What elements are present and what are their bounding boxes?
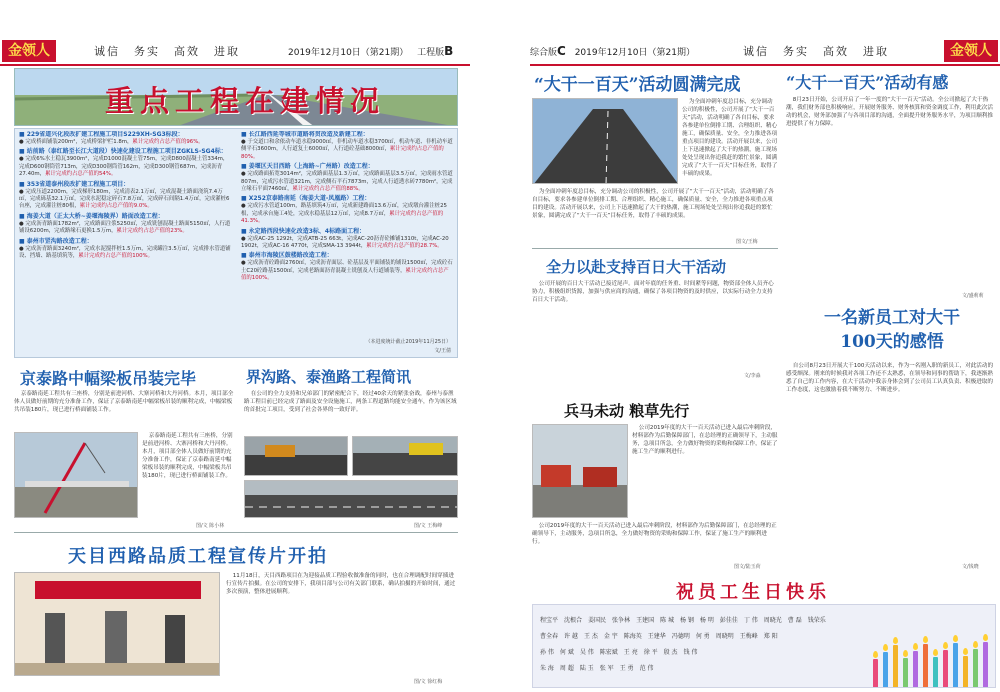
birthday-name: 周晓明 [715,633,734,640]
candle-icon [973,649,978,688]
left-page [0,0,470,692]
candle-icon [873,659,878,688]
banner [14,68,458,126]
candle-icon [903,658,908,688]
birthday-name: 钱 伟 [683,649,698,656]
masthead-date-issue: 综合版C 2019年12月10日（第21期） [530,44,695,58]
flame-icon [913,643,918,650]
birthday-name: 吴 伟 [579,649,594,656]
flame-icon [963,648,968,655]
birthday-name: 周 超 [559,665,574,672]
flame-icon [923,636,928,643]
candles-graphic [869,605,995,688]
birthday-name: 彭佳佳 [719,617,738,624]
article-credit: 文/李淼 [744,373,761,379]
birthday-name: 王 勇 [619,665,634,672]
project-item: ■ 353省道泰州段改扩建工程施工项目： ● 完成压道2200m，完成梯形180m，完成清表2.1万㎡，完成混凝土路面浇筑7.4万㎡，完成砾基32.1万㎡，完成水泥稳定碎石7.8万㎡，完成碎石间隔1.4万㎡，完成灌桩6台座，完成灌注桩80根，累计完成约占总产值的9.0%。 [19,180,230,210]
article-body: 公司2019年度的大干一百天活动已进入最后冲刺阶段，材料部作为后勤保障部门，在总经理的正确领导下，主动服务，急项目所急，全力做好物资的采购和保障工作，保证了施工生产的顺利进行。 [632,425,778,455]
project-item: ■ 长江路西延等城市道路将贯改造及新建工程： ● 于交道口和余依动车道水稳9000㎡，非机动车道水稳3700㎡，机动车道、非机动车道侧平石3600m，人行道复土6000㎡，人行道砼基础8000㎡，累计完成约占总产值的80%。 [241,131,453,160]
birthday-name: 钱荣乐 [807,617,826,624]
birthday-name: 范 伟 [639,665,654,672]
birthday-name: 程宝平 [540,617,559,624]
birthday-name: 许 越 [564,633,578,640]
article-credit: 图/文 徐红梅 [414,679,443,685]
article-body: 为全面冲刺年度总目标，充分调动公司的积极性，公司开展了“大干一百天”活动，活动明确了各自目标，要求各参建单位倒排工期、合理组织、精心施工，确保质量、安全，全力推进各项重点项目的建设。活动开展以来，公司上下迅速掀起了大干的热潮，施工现场处处呈现出你追我赶的繁忙景象，圆满完成了“大干一百天”目标任务，取得了丰硕的成果。 [682,99,778,177]
masthead-slogan: 诚信 务实 高效 进取 [94,45,240,58]
banner-title: 重点工程在建情况 [105,84,386,118]
birthday-name: 金 宇 [603,633,618,640]
candle-icon [953,643,958,688]
article-body: 8月23日开始，公司开启了一年一度的“大干一百天”活动。全公司掀起了大干热潮，我们财务部也积极响应，开展财务服务、财务核算和资金调度工作，利用此次活动的机会，财务部加强了与各项目部的沟通，全面提升财务服务水平，为项目顺利推进提供了有力保障。 [786,97,993,127]
masthead-logo: 金领人 [2,40,56,62]
article-title: 京泰路中幅梁板吊装完毕 [20,369,197,388]
flame-icon [903,650,908,657]
birthday-name: 何 勇 [695,633,710,640]
name-row-2 [537,627,867,643]
name-row-4 [537,659,867,675]
section-divider [532,248,778,249]
article-body: 在公司的全力支持和兄弟部门的紧密配合下，经过40余天的紧张奋战，泰州与泰渔路工程目前已经完成了路面及安全设施施工，两条工程道路均能安全通车，作为该区域的首批完工项目，受到了社会各界的一致好评。 [244,391,457,413]
candle-icon [963,656,968,688]
birthday-name: 王梅峰 [739,633,758,640]
page-gutter [470,0,530,692]
birthday-name: 张 军 [599,665,614,672]
right-masthead [530,38,1000,64]
stats-note: （本进度统计截止2019年11月25日） [365,339,451,345]
project-item: ■ 泰州市罡沟路改造工程： ● 完成沥青路面3240m²，完成水泥搅拌桩1.5万m，完成罐注3.5万㎡，完成排水管道铺设、挡墙、路基填筑等，累计完成约占总产值的100%。 [19,237,231,260]
project-item: ■ 泰州市海陵区鼓楼路改造工程： ● 完成沥青砼路面2760㎡，完成沥青面层、砼基层及平面铺装的铺设1500㎡，完成砼石土C20砼路基1500㎡，完成老路面沥青混凝土铣刨及人行道铺装等，累计完成约占总产值的100%。 [241,252,453,282]
project-item: ■ 姜堰区天目西路（上海路~广州路）改造工程： ● 完成路面拓宽3014m²，完成路面基层1.3万㎡，完成路面基层3.5万㎡，完成雨水管道807m，完成污水管道321m，完成侧石平石7873m，完成人行道透水砖7780m²，完成立缘石平面7460㎡，累计完成约占总产值的88%。 [241,163,453,193]
candle-icon [983,642,988,688]
article-credit: 文/钱晓 [962,564,979,570]
projects-col-2 [241,131,453,341]
article-credit: 文/盛莉莉 [962,293,984,299]
flame-icon [983,634,988,641]
birthday-name: 殷 杰 [663,649,678,656]
birthday-name: 陈 城 [660,617,674,624]
candle-icon [913,651,918,688]
article-body: 11月18日，天目西路项目在为迎接品质工程验收做准备的同时，也在合理调配时间穿插进行宣传片拍摄。在公司的安排下，我项目部与公司有关部门联系，确认拍摄的开始时间，通过多次预演，整体进展顺利。 [226,573,456,595]
birthday-name: 张争林 [612,617,631,624]
birthday-name: 陈海英 [623,633,642,640]
flame-icon [943,642,948,649]
birthday-panel [532,604,996,688]
project-item: ■ 229省道兴化段改扩建工程施工项目S229XH-SG3标段： ● 完成桥面铺装200m²，完成桥梁护栏1.8m，累计完成约占总产值的96%。 [19,131,204,145]
left-masthead [0,38,470,64]
projects-col-1 [19,131,231,353]
article-credit: 图/文 王梅峰 [414,523,443,529]
article-body-cont: 为全面冲刺年度总目标，充分调动公司的积极性，公司开展了“大干一百天”活动，活动明确了各自目标，要求各参建单位倒排工期、合理组织、精心施工，确保质量、安全，全力推进各项重点项目的建设。活动开展以来，公司上下迅速掀起了大干的热潮，施工现场处处呈现出你追我赶的繁忙景象，圆满完成了“大干一百天”目标任务，取得了丰硕的成果。 [532,189,774,219]
article-title: “大干一百天”活动有感 [786,73,949,92]
name-row-3 [537,643,867,659]
project-item: ■ X252京泰路南延（海姜大道-凤凰路）工程： ● 完成污水管道100m，路基填筑4万㎡，完成新建路面13.6万㎡，完成墩台灌注桩25根，完成承台施工4处，完成水稳基层12万㎡，完成8.7万㎡，累计完成约占总产值的41.3%。 [241,195,447,225]
road-photo [532,98,678,184]
flame-icon [883,644,888,651]
birthday-name: 曹 磊 [787,617,802,624]
masthead-logo: 金领人 [944,40,998,62]
birthday-name: 王建国 [636,617,655,624]
birthday-name: 沈根合 [564,617,583,624]
birthday-name: 孙 伟 [540,649,554,656]
section-divider [14,532,458,533]
flame-icon [873,651,878,658]
flame-icon [973,641,978,648]
masthead-slogan: 诚信 务实 高效 进取 [742,45,889,58]
birthday-name: 陆 玉 [579,665,594,672]
flame-icon [933,649,938,656]
article-credit: 图/文 陈小林 [196,523,225,529]
candle-icon [883,652,888,688]
project-item: ■ 永定路西段快速化改造3标、4标路面工程： ● 完成AC-25 1292t，完成ATB-25 663t，完成AC-20沥青砼摊铺1310t，完成AC-20 1902t，完成AC-16 4770t，完成SMA-13 3944t，累计完成约占总产值的28.7%。 [241,227,449,250]
candle-icon [943,650,948,688]
trucks-photo [532,424,628,518]
birthday-name: 王 亮 [623,649,638,656]
masthead-date-issue: 2019年12月10日（第21期） 工程版B [288,44,454,58]
article-body: 自公司8月23日开展大干100天活动以来，作为一名刚入职的新员工，对此活动的感受颇深。刚来的时候我对各项工作还不太熟悉，在领导和同事的帮助下，我逐渐熟悉了自己的工作内容，在大干活动中我亲身体会到了公司员工认真负责、积极进取的工作态度，这也激励着我不断努力、不断进步。 [786,363,994,393]
birthday-names [537,611,867,675]
birthday-name: 曹全春 [540,633,559,640]
filming-photo [14,572,220,676]
birthday-title: 祝员工生日快乐 [676,582,830,603]
stats-credit: 文/王倩 [434,348,451,354]
article-title-line-2: 100天的感悟 [840,332,944,352]
article-body-side: 京泰路南延工程共有三座桥，分别是前进河桥、大寨河桥和大丹河桥。本月，项目部全体人员做好前期的充分准备工作，保证了京泰路南延中幅梁板吊装的顺利完成，中幅梁板共吊装180片，现已进行桥面铺装工作。 [142,433,233,479]
project-item: ■ 海姜大道（正太大桥~姜堰海陵界）路面改造工程： ● 完成沥青路面1782m²，完成路面注浆5250㎡，完成铣刨混凝土路面5150㎡，人行道铺设6200m，完成路缘石更换1.5万m，累计完成约占总产值的23%。 [19,212,231,235]
candle-icon [923,644,928,688]
candle-icon [933,657,938,688]
birthday-name: 陈宏斌 [599,649,618,656]
article-title: 全力以赴支持百日大干活动 [546,258,727,276]
birthday-name: 周晓光 [763,617,782,624]
paving-photo-3 [244,480,458,518]
flame-icon [953,635,958,642]
projects-panel [14,128,458,358]
birthday-name: 何 斌 [559,649,574,656]
birthday-name: 杨 钢 [680,617,694,624]
birthday-name: 徐 平 [643,649,658,656]
article-credit: 图文/王梅 [736,239,758,245]
article-title: “大干一百天”活动圆满完成 [534,75,741,95]
paving-photo-1 [244,436,348,476]
birthday-name: 王 杰 [583,633,598,640]
article-body: 京泰路南延工程共有三座桥，分别是前进河桥、大寨河桥和大丹河桥。本月，项目部全体人员做好前期的充分准备工作，保证了京泰路南延中幅梁板吊装的顺利完成，中幅梁板共吊装180片，现已进行桥面铺装工作。 [14,391,234,413]
article-body-cont: 公司2019年度的大干一百天活动已进入最后冲刺阶段，材料部作为后勤保障部门，在总经理的正确领导下，主动服务，急项目所急，全力做好物资的采购和保障工作，保证了施工生产的顺利进行。 [532,523,777,545]
article-title: 天目西路品质工程宣传片开拍 [68,546,328,567]
article-body: 公司开展的百日大干活动已接近尾声。面对年底的任务重、时间紧等问题，物资部全体人员齐心协力，积极组织货源，加强与供应商的沟通，确保了各项目物资的及时供应，以实际行动全力支持百日大干活动。 [532,281,774,303]
birthday-name: 冯德明 [671,633,690,640]
birthday-name: 杨 明 [699,617,714,624]
masthead-rule [0,64,470,66]
birthday-name: 郑 阳 [763,633,778,640]
flame-icon [893,637,898,644]
article-credit: 图文/陆玉荷 [734,564,761,570]
article-title-line-1: 一名新员工对大干 [824,308,960,328]
article-title: 兵马未动 粮草先行 [564,402,690,420]
candle-icon [893,645,898,688]
paving-photo-2 [352,436,458,476]
article-title [802,306,982,354]
birthday-name: 朱 海 [540,665,554,672]
masthead-rule [530,64,1000,66]
right-page [530,0,1000,692]
crane-photo [14,432,138,518]
birthday-name: 丁 伟 [743,617,758,624]
name-row-1 [537,611,867,627]
birthday-name: 姜国民 [588,617,607,624]
birthday-name: 王建华 [647,633,666,640]
project-item: ■ 站前路（泰红路至长江大道段）快速化建设工程施工项目ZGKLS-SG4标： ● 完成6%水土稳瓦3900m²，完成D1000混凝土管75m，完成D800混凝土管334m，完成D600钢筒管713m，完成D300钢筒管162m，完成D300钢管687m，完成沥青27.40m，累计完成约占总产值的54%。 [19,148,229,178]
article-title: 界沟路、泰渔路工程简讯 [246,368,412,386]
